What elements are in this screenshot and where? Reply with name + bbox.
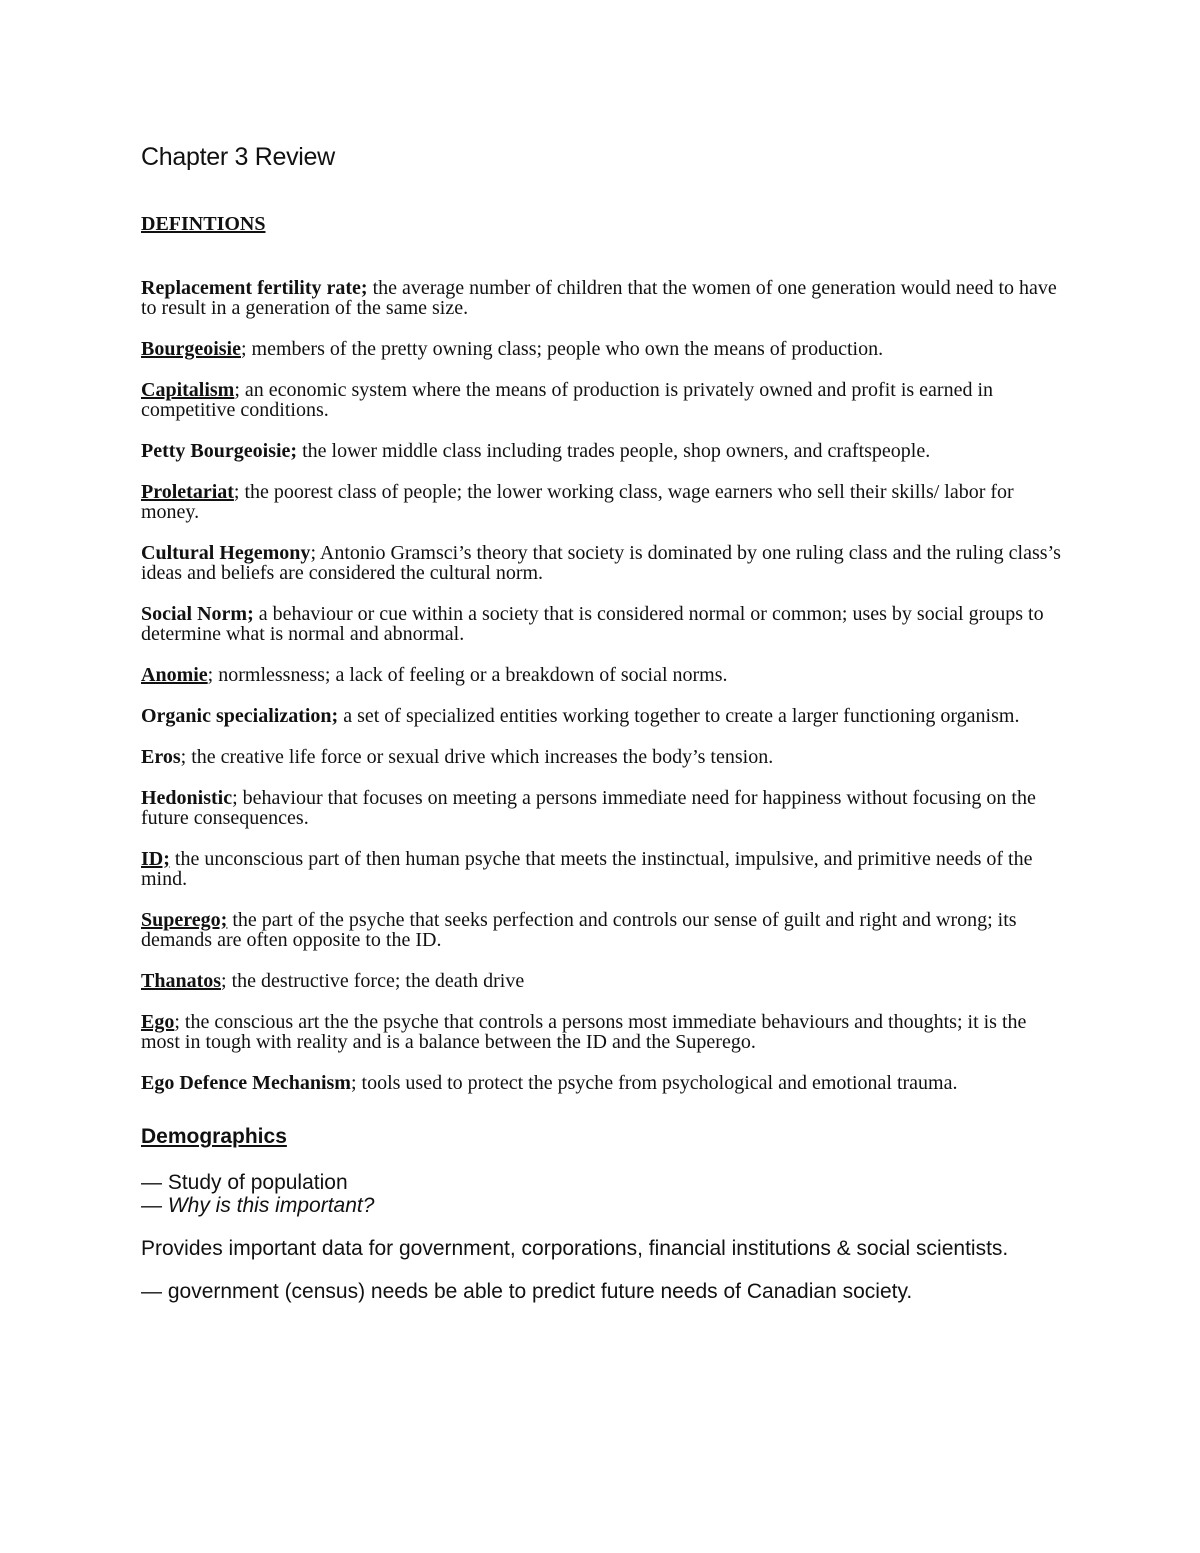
document-page (141, 140, 1066, 1324)
definition-term: Anomie (141, 664, 208, 686)
definition-term: Proletariat (141, 481, 234, 503)
definition-item (141, 339, 1066, 359)
demographics-line-study: — Study of population (141, 1171, 348, 1194)
page-title: Chapter 3 Review (141, 143, 335, 171)
definition-item (141, 543, 1066, 583)
definition-term: Cultural Hegemony (141, 542, 311, 564)
definition-item (141, 1012, 1066, 1052)
definition-text: ; the poorest class of people; the lower working class, wage earners who sell their skills/ labor for money. (141, 481, 1014, 523)
definition-item (141, 441, 1066, 461)
definition-term: Ego Defence Mechanism (141, 1072, 351, 1094)
definition-term: Capitalism (141, 379, 235, 401)
definition-text: the average number of children that the women of one generation would need to have to result in a generation of the same size. (141, 277, 1057, 319)
definition-term: Ego (141, 1011, 175, 1033)
definition-item (141, 910, 1066, 950)
definition-term: Eros (141, 746, 181, 768)
demographics-paragraph-data: Provides important data for government, corporations, financial institutions & social scientists. (141, 1237, 1009, 1260)
definition-text: ; tools used to protect the psyche from psychological and emotional trauma. (350, 1072, 958, 1094)
definition-text: a behaviour or cue within a society that is considered normal or common; uses by social groups to determine what is normal and abnormal. (141, 603, 1044, 645)
definition-term: Superego; (141, 909, 228, 931)
definition-item (141, 665, 1066, 685)
definitions-heading: DEFINTIONS (141, 213, 266, 235)
definition-text: a set of specialized entities working together to create a larger functioning organism. (338, 705, 1020, 727)
definition-text: the unconscious part of then human psyche that meets the instinctual, impulsive, and primitive needs of the mind. (141, 848, 1033, 890)
definition-item (141, 482, 1066, 522)
definition-item (141, 1073, 1066, 1093)
definition-item (141, 706, 1066, 726)
definition-text: ; members of the pretty owning class; people who own the means of production. (241, 338, 884, 360)
demographics-line-question: — Why is this important? (141, 1194, 375, 1217)
definition-text: ; the destructive force; the death drive (221, 970, 525, 992)
definition-item (141, 971, 1066, 991)
definition-text: ; behaviour that focuses on meeting a persons immediate need for happiness without focusing on the future consequences. (141, 787, 1036, 829)
definition-item (141, 278, 1066, 318)
definition-term: Social Norm; (141, 603, 254, 625)
definition-text: ; the conscious art the the psyche that controls a persons most immediate behaviours and thoughts; it is the most in tough with reality and is a balance between the ID and the Superego. (141, 1011, 1027, 1053)
definition-item (141, 747, 1066, 767)
definition-term: Thanatos (141, 970, 222, 992)
definition-term: ID; (141, 848, 170, 870)
definition-term: Hedonistic (141, 787, 233, 809)
definition-text: the part of the psyche that seeks perfection and controls our sense of guilt and right and wrong; its demands are often opposite to the ID. (141, 909, 1017, 951)
definition-term: Bourgeoisie (141, 338, 241, 360)
definition-item (141, 849, 1066, 889)
demographics-heading: Demographics (141, 1125, 287, 1148)
definition-item (141, 380, 1066, 420)
definition-text: ; an economic system where the means of production is privately owned and profit is earned in competitive conditions. (141, 379, 994, 421)
demographics-paragraph-census: — government (census) needs be able to predict future needs of Canadian society. (141, 1280, 913, 1303)
definition-item (141, 788, 1066, 828)
definition-item (141, 604, 1066, 644)
definition-text: the lower middle class including trades people, shop owners, and craftspeople. (297, 440, 931, 462)
definition-text: ; the creative life force or sexual drive which increases the body’s tension. (180, 746, 774, 768)
definition-term: Replacement fertility rate; (141, 277, 368, 299)
definition-term: Petty Bourgeoisie; (141, 440, 298, 462)
definition-text: ; normlessness; a lack of feeling or a breakdown of social norms. (207, 664, 728, 686)
definitions-list (141, 278, 1066, 1093)
definition-text: ; Antonio Gramsci’s theory that society is dominated by one ruling class and the ruling class’s ideas and beliefs are considered the cultural norm. (141, 542, 1061, 584)
definition-term: Organic specialization; (141, 705, 339, 727)
